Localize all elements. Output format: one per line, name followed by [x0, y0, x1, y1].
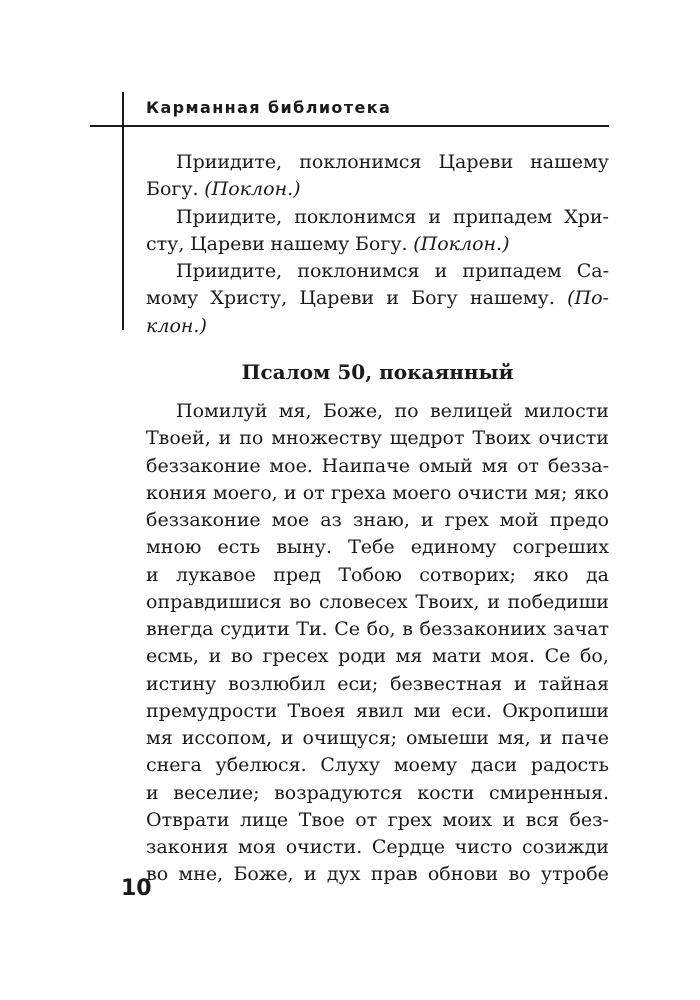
word: и — [280, 727, 294, 749]
running-head: Карманная библиотека — [146, 98, 392, 117]
psalm-title: Псалом 50, покаянный — [241, 360, 514, 384]
word: бо, — [366, 618, 396, 640]
word: щедрот — [389, 427, 465, 450]
text-line — [146, 204, 609, 231]
word: Помилуй — [176, 400, 268, 422]
word: по — [239, 427, 264, 450]
word: Боже, — [322, 400, 384, 422]
word: Отврати — [146, 808, 230, 831]
word: Твоей, — [146, 427, 211, 450]
word: нашему — [270, 232, 350, 255]
word: моих — [442, 808, 492, 831]
word: закония — [146, 836, 229, 858]
text-line — [146, 861, 609, 888]
word: ми — [413, 699, 442, 722]
word: мя — [395, 645, 423, 668]
word: очисти. — [285, 836, 363, 858]
word: оправдишися — [146, 590, 282, 613]
word: милости — [524, 400, 609, 422]
word: Богу. — [146, 178, 199, 201]
text-line — [146, 589, 609, 616]
word: гресех — [262, 645, 329, 668]
word: припадем — [462, 260, 562, 282]
word: от — [355, 808, 378, 831]
text-line — [146, 616, 609, 643]
text-line — [146, 725, 609, 752]
word: веселие; — [173, 781, 260, 804]
word: во — [508, 863, 531, 886]
word: безза- — [547, 454, 609, 477]
word: даси — [470, 754, 518, 777]
word: иссопом, — [181, 727, 272, 749]
word: пред — [273, 563, 322, 586]
word: снега — [146, 754, 202, 777]
word: от — [517, 454, 540, 477]
word: яко — [573, 481, 609, 504]
word: Цареви — [190, 232, 265, 255]
word: мой — [499, 509, 539, 531]
text-line — [146, 698, 609, 725]
word: смиренныя. — [489, 781, 609, 804]
text-line — [146, 752, 609, 779]
word: зачат — [552, 618, 609, 640]
word: поклонимся — [294, 205, 417, 228]
word: единому — [410, 536, 497, 559]
word: истину — [146, 672, 217, 695]
word: припадем — [453, 205, 553, 228]
word: Приидите, — [176, 260, 283, 282]
word: знаю, — [352, 509, 410, 531]
word: бо, — [579, 645, 609, 668]
word: Приидите, — [176, 205, 283, 228]
word: от — [302, 481, 325, 504]
text-line — [146, 480, 609, 507]
word: предо — [549, 509, 609, 531]
text-line — [146, 453, 609, 480]
word: моему — [393, 754, 458, 777]
word: и — [428, 205, 442, 228]
word: мое — [271, 509, 310, 531]
word: и — [218, 427, 232, 450]
word: мя, — [278, 400, 312, 422]
word: яко — [533, 563, 569, 586]
word: очисти — [538, 427, 609, 450]
word: словесех — [319, 590, 408, 613]
text-line — [146, 425, 609, 452]
word: Са- — [576, 260, 609, 282]
word: Се — [544, 645, 571, 668]
word: вся — [525, 808, 559, 831]
text-line — [146, 562, 609, 589]
word: кония — [146, 481, 207, 504]
word: и — [386, 287, 399, 310]
word: грех — [444, 509, 489, 531]
header-horizontal-rule — [90, 125, 609, 127]
word: Тобою — [338, 563, 402, 586]
word: клон.) — [146, 314, 207, 337]
word: мое. — [269, 454, 313, 477]
word: и — [434, 260, 448, 282]
word: Богу — [411, 287, 458, 310]
word: Цареви — [438, 151, 514, 173]
word: и — [502, 808, 516, 831]
text-line — [146, 258, 609, 285]
word: очисти — [457, 481, 529, 504]
text-line — [146, 834, 609, 861]
word: сотворих; — [419, 563, 516, 586]
word: и — [146, 781, 159, 804]
word: тайная — [538, 672, 609, 695]
word: Твоих — [472, 427, 531, 450]
text-line — [146, 231, 609, 258]
prayer-text — [146, 149, 609, 340]
word: по — [394, 400, 419, 422]
word: выну. — [276, 536, 333, 559]
text-line — [146, 780, 609, 807]
word: еси. — [451, 699, 492, 722]
word: моего, — [212, 481, 278, 504]
word: дух — [326, 863, 361, 886]
word: и — [208, 645, 222, 668]
word: убелюся. — [215, 754, 307, 777]
text-line — [146, 534, 609, 561]
word: греха — [330, 481, 387, 504]
word: (Поклон.) — [413, 232, 510, 255]
word: в — [402, 618, 413, 640]
word: Твоея — [287, 699, 346, 722]
page-number: 10 — [121, 876, 152, 901]
word: мне, — [178, 863, 224, 886]
word: утробе — [540, 863, 609, 886]
word: Се — [334, 618, 361, 640]
word: мною — [146, 536, 202, 559]
word: мому — [146, 287, 199, 310]
word: мя — [481, 454, 509, 477]
word: мя, — [497, 727, 531, 749]
word: явил — [355, 699, 404, 722]
word: нашему. — [469, 287, 555, 310]
word: Христу, — [210, 287, 288, 310]
word: Окропиши — [502, 699, 609, 722]
word: еси; — [337, 672, 379, 695]
word: (Поклон.) — [204, 178, 301, 201]
word: Слуху — [320, 754, 381, 777]
word: беззакониих — [419, 618, 547, 640]
word: лукавое — [176, 563, 256, 586]
word: Цареви — [299, 287, 375, 310]
text-line — [146, 398, 609, 425]
word: аз — [320, 509, 342, 531]
word: да — [585, 563, 609, 586]
word: во — [146, 863, 169, 886]
word: нашему — [530, 151, 609, 173]
word: беззаконие — [146, 454, 261, 477]
word: Богу. — [354, 232, 408, 255]
word: радость — [530, 754, 609, 777]
word: моего — [392, 481, 452, 504]
text-line — [146, 285, 609, 312]
word: безвестная — [390, 672, 503, 695]
word: очищуся; — [302, 727, 398, 749]
text-line — [146, 313, 609, 340]
word: мати — [431, 645, 482, 668]
word: грех — [387, 808, 432, 831]
word: множеству — [271, 427, 382, 450]
word: Твое — [298, 808, 345, 831]
word: Сердце — [371, 836, 445, 858]
word: во — [289, 590, 312, 613]
word: и — [283, 481, 297, 504]
word: Наипаче — [321, 454, 411, 477]
word: чисто — [454, 836, 513, 858]
word: омый — [418, 454, 473, 477]
word: паче — [561, 727, 609, 749]
word: и — [514, 672, 527, 695]
header-vertical-rule — [122, 92, 124, 330]
text-line — [146, 807, 609, 834]
psalm-text — [146, 398, 609, 889]
word: велицей — [429, 400, 513, 422]
word: Боже, — [233, 863, 294, 886]
word: Тебе — [348, 536, 395, 559]
word: сту, — [146, 232, 185, 255]
word: и — [146, 563, 159, 586]
word: моя. — [490, 645, 536, 668]
text-line — [146, 671, 609, 698]
word: мя — [146, 727, 173, 749]
word: премудрости — [146, 699, 278, 722]
word: Ти. — [296, 618, 328, 640]
text-line — [146, 149, 609, 176]
word: Хри- — [564, 205, 609, 228]
word: поклонимся — [297, 260, 420, 282]
text-line — [146, 176, 609, 203]
word: роди — [338, 645, 387, 668]
word: и — [487, 590, 500, 613]
word: прав — [370, 863, 418, 886]
text-line — [146, 643, 609, 670]
word: судити — [220, 618, 290, 640]
word: лице — [239, 808, 289, 831]
word: мя; — [534, 481, 568, 504]
word: созижди — [521, 836, 609, 858]
word: возрадуются — [274, 781, 403, 804]
word: (По- — [567, 287, 609, 310]
word: согреших — [512, 536, 609, 559]
word: беззаконие — [146, 509, 261, 531]
word: и — [539, 727, 553, 749]
word: Твоих, — [415, 590, 480, 613]
word: есть — [217, 536, 261, 559]
word: поклонимся — [299, 151, 422, 173]
word: и — [303, 863, 317, 886]
word: обнови — [427, 863, 499, 886]
word: Приидите, — [176, 151, 283, 173]
word: без- — [569, 808, 609, 831]
word: возлюбил — [228, 672, 326, 695]
word: есмь, — [146, 645, 200, 668]
word: кости — [417, 781, 475, 804]
word: и — [420, 509, 434, 531]
word: внегда — [146, 618, 214, 640]
word: омыеши — [405, 727, 489, 749]
text-line — [146, 507, 609, 534]
word: победиши — [507, 590, 609, 613]
word: моя — [237, 836, 277, 858]
word: во — [230, 645, 253, 668]
